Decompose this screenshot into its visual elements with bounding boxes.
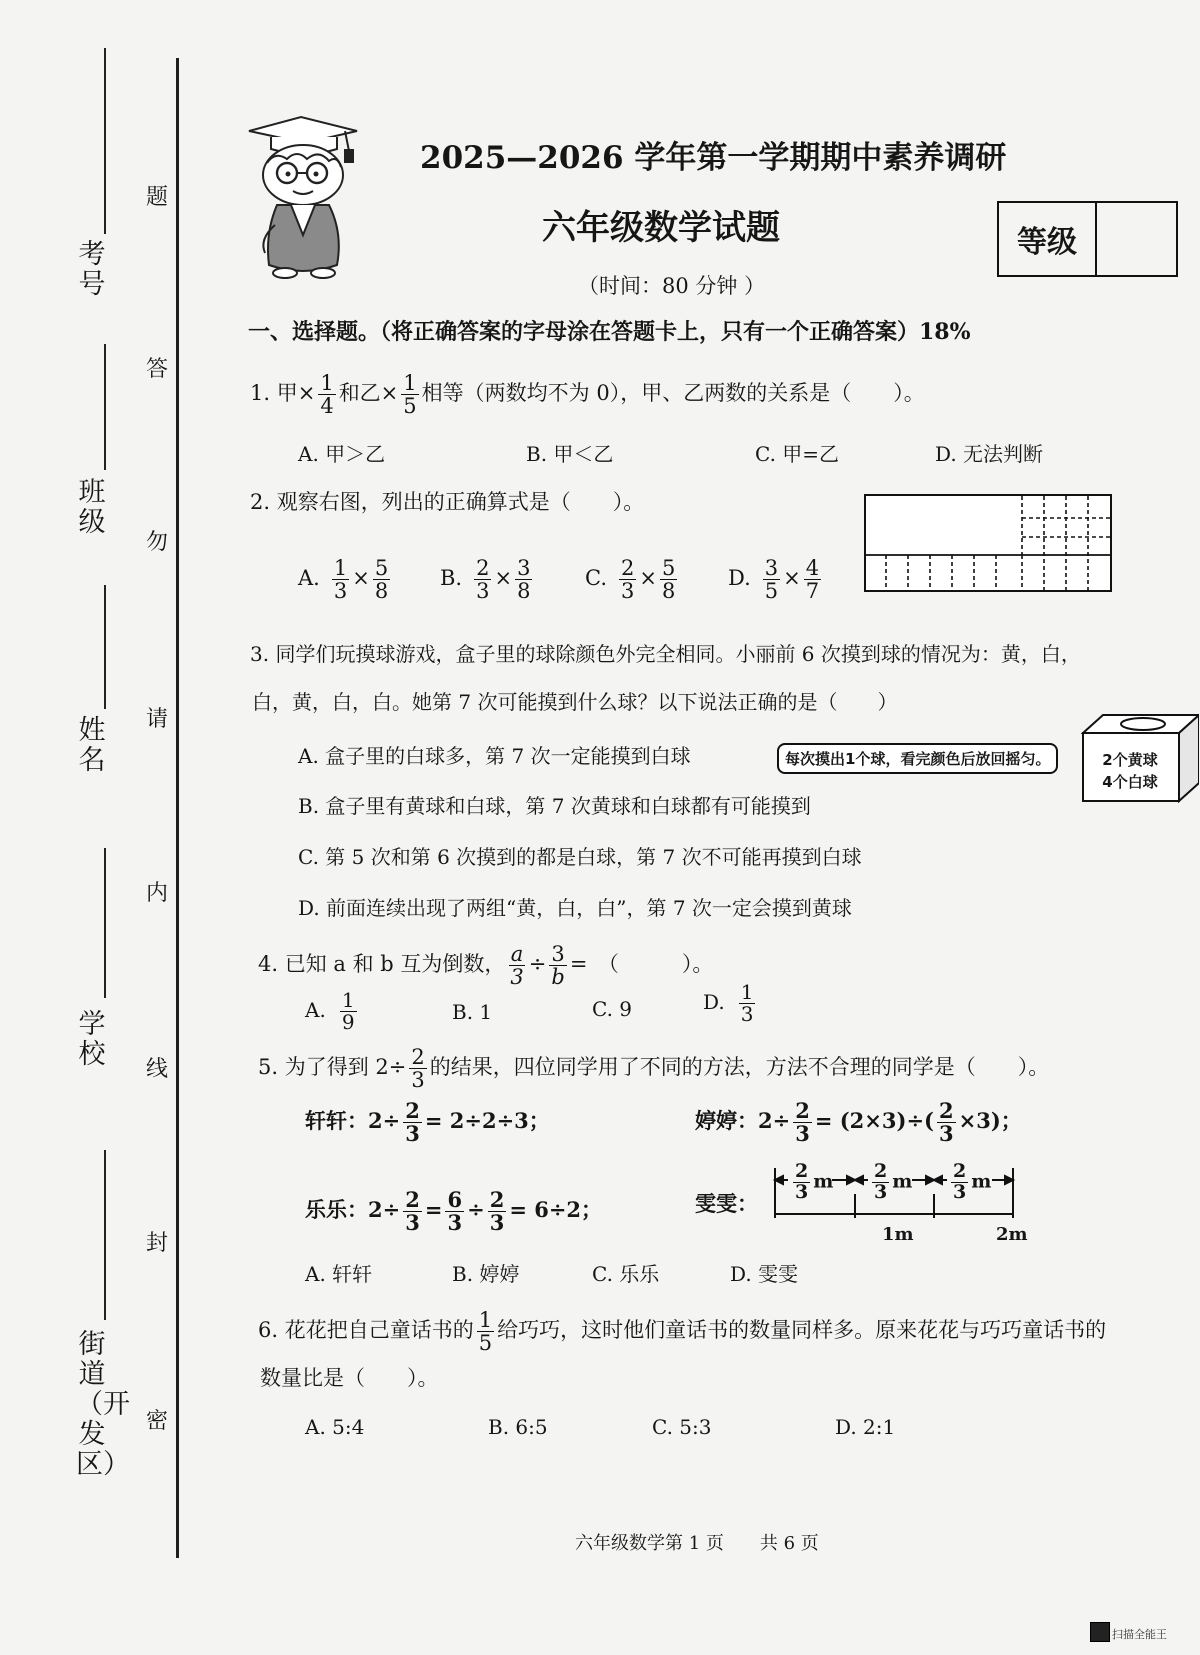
question-6-stem-line1: 6. 花花把自己童话书的 $\frac{1}{5}$ 给巧巧，这时他们童话书的数量同样多。原来花花与巧巧童话书的 xyxy=(258,1308,1107,1356)
q3-option-d[interactable]: D. 前面连续出现了两组“黄，白，白”，第 7 次一定会摸到黄球 xyxy=(298,896,852,920)
q1-option-b[interactable]: B. 甲＜乙 xyxy=(526,442,614,466)
binding-line xyxy=(176,58,179,1558)
q4-option-d[interactable]: D. $\frac{1}{3}$ xyxy=(703,980,754,1026)
q4-option-b[interactable]: B. 1 xyxy=(452,1000,493,1024)
q3-option-b[interactable]: B. 盒子里有黄球和白球，第 7 次黄球和白球都有可能摸到 xyxy=(298,794,811,818)
grade-label: 等级 xyxy=(999,203,1097,275)
q3-box-contents xyxy=(1086,749,1174,793)
scanner-watermark: 扫描全能王 xyxy=(1112,1628,1167,1641)
q5-option-a[interactable]: A. 轩轩 xyxy=(305,1262,373,1286)
question-6-stem-line2: 数量比是（ ）。 xyxy=(260,1366,439,1390)
seal-char: 答 xyxy=(145,357,168,382)
q1-text: 和乙× xyxy=(338,381,399,406)
q5-lele-method: 乐乐：2÷ $\frac{2}{3}$ = $\frac{6}{3}$ ÷ $\frac{2}{3}$ = 6÷2； xyxy=(305,1187,603,1236)
seal-char: 请 xyxy=(145,707,168,732)
grade-box xyxy=(997,201,1178,277)
q5-option-c[interactable]: C. 乐乐 xyxy=(592,1262,660,1286)
q2-option-c[interactable]: C. $\frac{2}{3}$ × $\frac{5}{8}$ xyxy=(585,556,676,604)
exam-number-blank[interactable] xyxy=(104,48,106,234)
exam-title: 2025—2026 学年第一学期期中素养调研 xyxy=(420,140,1007,176)
q5-wenwen-mark-2m: 2m xyxy=(996,1224,1028,1245)
q4-option-a[interactable]: A. $\frac{1}{9}$ xyxy=(305,988,355,1034)
q5-wenwen-segment-1: $\frac{2}{3}$ m xyxy=(795,1160,834,1203)
class-blank[interactable] xyxy=(104,344,106,470)
question-5-stem: 5. 为了得到 2÷ $\frac{2}{3}$ 的结果，四位同学用了不同的方法，方法不合理的同学是（ ）。 xyxy=(258,1045,1050,1093)
q3-option-c[interactable]: C. 第 5 次和第 6 次摸到的都是白球，第 7 次不可能再摸到白球 xyxy=(298,845,862,869)
section-heading: 一、选择题。（将正确答案的字母涂在答题卡上，只有一个正确答案）18% xyxy=(248,319,971,345)
q4-option-c[interactable]: C. 9 xyxy=(592,997,633,1021)
q2-option-d[interactable]: D. $\frac{3}{5}$ × $\frac{4}{7}$ xyxy=(728,556,820,604)
seal-char: 线 xyxy=(145,1057,168,1082)
q5-tingting-method: 婷婷：2÷ $\frac{2}{3}$ = (2×3)÷( $\frac{2}{3}$ ×3)； xyxy=(695,1098,1022,1147)
q1-text: 1. 甲× xyxy=(250,381,316,406)
q1-fraction-2: $\frac{1}{5}$ xyxy=(403,371,417,419)
q5-option-d[interactable]: D. 雯雯 xyxy=(730,1262,799,1286)
scanner-qr-icon xyxy=(1090,1622,1110,1642)
q6-option-b[interactable]: B. 6:5 xyxy=(488,1415,548,1439)
seal-char: 题 xyxy=(145,185,168,210)
question-4-stem: 4. 已知 a 和 b 互为倒数， $\frac{a}{3}$ ÷ $\frac{3}{b}$ = （ ）。 xyxy=(258,942,714,990)
q5-wenwen-label: 雯雯： xyxy=(695,1191,758,1216)
q5-wenwen-segment-2: $\frac{2}{3}$ m xyxy=(874,1160,913,1203)
school-blank[interactable] xyxy=(104,848,106,998)
name-label: 姓名 xyxy=(78,715,106,776)
q5-xuanxuan-method: 轩轩：2÷ $\frac{2}{3}$ = 2÷2÷3； xyxy=(305,1098,550,1147)
q3-box-yellow-count: 2个黄球 xyxy=(1102,751,1158,769)
question-3-stem-line1: 3. 同学们玩摸球游戏，盒子里的球除颜色外完全相同。小丽前 6 次摸到球的情况为：黄，白， xyxy=(250,642,1081,666)
seal-char: 勿 xyxy=(145,530,168,555)
q5-wenwen-mark-1m: 1m xyxy=(882,1224,914,1245)
q3-rule-note: 每次摸出1个球，看完颜色后放回摇匀。 xyxy=(777,743,1058,774)
seal-char: 内 xyxy=(145,881,168,906)
q6-option-d[interactable]: D. 2:1 xyxy=(835,1415,896,1439)
q3-box-white-count: 4个白球 xyxy=(1102,773,1158,791)
question-2-stem: 2. 观察右图，列出的正确算式是（ ）。 xyxy=(250,490,645,514)
q6-option-c[interactable]: C. 5:3 xyxy=(652,1415,712,1439)
q5-option-b[interactable]: B. 婷婷 xyxy=(452,1262,520,1286)
q1-option-a[interactable]: A. 甲＞乙 xyxy=(298,442,386,466)
name-blank[interactable] xyxy=(104,585,106,709)
q2-rectangle-figure xyxy=(864,494,1112,592)
district-blank[interactable] xyxy=(104,1150,106,1320)
mascot-scholar-illustration xyxy=(245,115,365,280)
seal-char: 密 xyxy=(145,1409,168,1434)
question-3-stem-line2: 白，黄，白，白。她第 7 次可能摸到什么球？以下说法正确的是（ ） xyxy=(252,690,898,714)
question-1-stem xyxy=(250,372,925,417)
seal-char: 封 xyxy=(145,1231,168,1256)
q1-fraction-1: $\frac{1}{4}$ xyxy=(320,371,334,419)
q1-option-c[interactable]: C. 甲=乙 xyxy=(755,442,840,466)
school-label: 学校 xyxy=(78,1009,106,1070)
q2-option-a[interactable]: A. $\frac{1}{3}$ × $\frac{5}{8}$ xyxy=(298,556,389,604)
exam-time: （时间：80 分钟 ） xyxy=(578,274,766,298)
page-footer: 六年级数学第 1 页 共 6 页 xyxy=(575,1533,819,1554)
class-label: 班级 xyxy=(78,477,106,538)
q5-wenwen-segment-3: $\frac{2}{3}$ m xyxy=(953,1160,992,1203)
district-label: 街道（开发区） xyxy=(76,1329,130,1480)
grade-entry-cell[interactable] xyxy=(1097,203,1176,275)
q2-option-b[interactable]: B. $\frac{2}{3}$ × $\frac{3}{8}$ xyxy=(440,556,531,604)
q1-option-d[interactable]: D. 无法判断 xyxy=(935,442,1044,466)
exam-subtitle: 六年级数学试题 xyxy=(542,208,780,248)
q1-text: 相等（两数均不为 0），甲、乙两数的关系是（ ）。 xyxy=(421,381,925,406)
exam-number-label: 考号 xyxy=(78,239,106,300)
q3-option-a[interactable]: A. 盒子里的白球多，第 7 次一定能摸到白球 xyxy=(298,744,691,768)
q6-option-a[interactable]: A. 5:4 xyxy=(305,1415,365,1439)
